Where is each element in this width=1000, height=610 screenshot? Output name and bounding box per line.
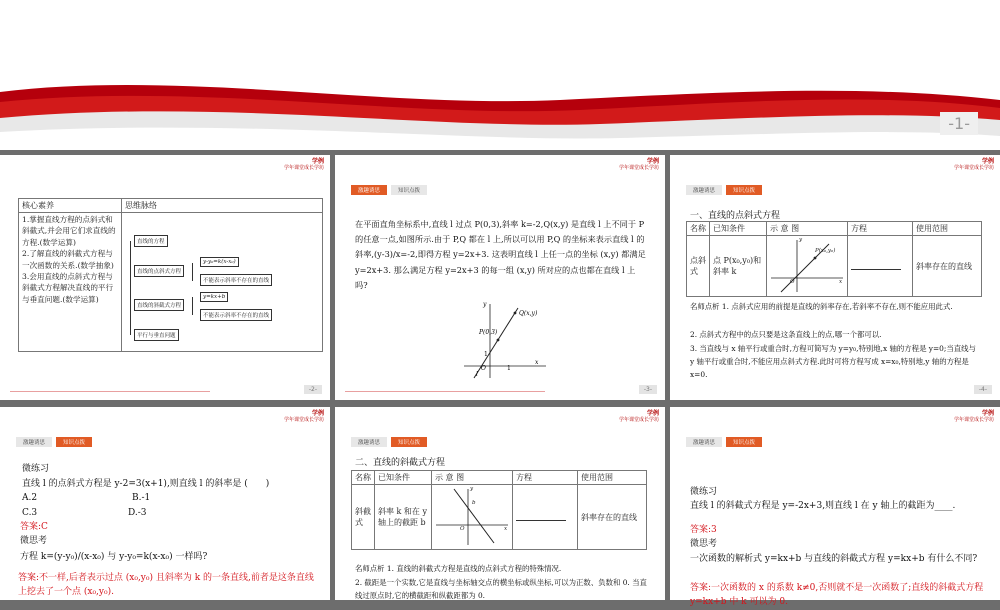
tab-knowledge[interactable]: 知识点拨 <box>56 437 92 447</box>
footer-line <box>345 391 545 392</box>
tab-intro[interactable]: 激趣诱思 <box>686 437 722 447</box>
practice-question: 直线 l 的斜截式方程是 y=-2x+3,则直线 l 在 y 轴上的截距为____. <box>690 501 956 511</box>
slide-practice-1 <box>0 407 330 600</box>
brand-logo: 学例 学年课堂成长学坊 <box>618 410 659 424</box>
map-point-slope: 直线的点斜式方程 <box>134 265 184 277</box>
tab-knowledge[interactable]: 知识点拨 <box>391 185 427 195</box>
practice-answer: 答案:C <box>20 522 48 532</box>
practice-question: 直线 l 的点斜式方程是 y-2=3(x+1),则直线 l 的斜率是 ( ) <box>22 479 270 489</box>
row-equation <box>513 485 578 550</box>
literacy-table <box>18 198 323 352</box>
brand-logo: 学例 学年课堂成长学坊 <box>953 410 994 424</box>
slide-tabs <box>16 437 92 447</box>
practice-label: 微练习 <box>22 464 50 474</box>
tab-intro[interactable]: 激趣诱思 <box>351 185 387 195</box>
slide-tabs <box>686 437 762 447</box>
row-range: 斜率存在的直线 <box>913 236 982 297</box>
map-ps-equation: y-y₀=k(x-x₀) <box>200 257 239 267</box>
teacher-tip-3: 3. 当直线与 x 轴平行或重合时,方程可简写为 y=y₀,特别地,x 轴的方程是 y=0;当直线与 y 轴平行或重合时,不能应用点斜式方程.此时可将方程写成 x=x₀,特别地,y 轴的方程是 x=0. <box>690 344 976 379</box>
teacher-tip-2: 2. 截距是一个实数,它是直线与坐标轴交点的横坐标或纵坐标,可以为正数、负数和 0. 当直线过原点时,它的横截距和纵截距都为 0. <box>355 578 647 600</box>
graph-label-o: O <box>790 279 795 285</box>
think-label: 微思考 <box>20 536 48 546</box>
graph-label-one: 1 <box>507 365 511 372</box>
point-slope-graph <box>767 236 847 296</box>
slide-page-number: -2- <box>304 385 322 394</box>
slide-page-number: -3- <box>639 385 657 394</box>
slide-slope-intercept <box>335 407 665 600</box>
graph-label-p: P(0,3) <box>479 329 498 336</box>
think-label: 微思考 <box>690 539 718 549</box>
teacher-tip-2: 2. 点斜式方程中的点只要是这条直线上的点,哪一个都可以. <box>690 330 882 339</box>
slide-tabs <box>351 185 427 195</box>
map-connector <box>192 263 193 281</box>
col-diagram: 示 意 图 <box>767 222 848 236</box>
graph-label-y: y <box>470 486 474 492</box>
col-diagram: 示 意 图 <box>432 471 513 485</box>
row-name: 点斜式 <box>687 236 710 297</box>
graph-label-b: b <box>472 500 476 506</box>
map-connector <box>130 241 131 335</box>
slide-point-slope <box>670 155 1000 400</box>
graph-label-p: P(x₀,y₀) <box>815 248 836 254</box>
brand-logo: 学例 学年课堂成长学坊 <box>618 158 659 172</box>
intro-text: 在平面直角坐标系中,直线 l 过点 P(0,3),斜率 k=-2,Q(x,y) 是直线 l 上不同于 P 的任意一点,如图所示.由于 P,Q 都在 l 上,所以可以用 P,Q 的坐标来表示直线 l 的斜率,(y-3)/x=-2,即得方程 y=2x+3. 这表明直线 l 上任一点的坐标 (x,y) 都满足 y=2x+3. 那么满足方程 y=2x+3 的每一组 (x,y) 所对应的点也都在直线 l 上吗? <box>355 219 646 290</box>
tab-knowledge[interactable]: 知识点拨 <box>726 185 762 195</box>
tab-knowledge[interactable]: 知识点拨 <box>391 437 427 447</box>
row-diagram <box>432 485 513 550</box>
red-wave-decoration <box>0 0 1000 150</box>
practice-answer: 答案:3 <box>690 525 717 535</box>
option-d: D.-3 <box>128 508 147 518</box>
graph-label-y: y <box>483 301 487 308</box>
map-root: 直线的方程 <box>134 235 168 247</box>
slide-tabs <box>351 437 427 447</box>
map-ps-note: 不能表示斜率不存在的直线 <box>200 274 272 286</box>
graph-label-q: Q(x,y) <box>519 310 538 317</box>
col-map-header: 思维脉络 <box>122 199 323 213</box>
map-connector <box>192 297 193 315</box>
slide-intro <box>335 155 665 400</box>
slide-page-number: -4- <box>974 385 992 394</box>
think-question: 一次函数的解析式 y=kx+b 与直线的斜截式方程 y=kx+b 有什么不同? <box>690 554 978 564</box>
slope-intercept-graph <box>432 485 512 549</box>
row-name: 斜截式 <box>352 485 375 550</box>
think-question: 方程 k=(y-y₀)/(x-x₀) 与 y-y₀=k(x-x₀) 一样吗? <box>20 552 208 562</box>
tab-knowledge[interactable]: 知识点拨 <box>726 437 762 447</box>
map-si-note: 不能表示斜率不存在的直线 <box>200 309 272 321</box>
graph-label-x: x <box>839 279 843 285</box>
col-condition: 已知条件 <box>375 471 432 485</box>
brand-logo: 学例 学年课堂成长学坊 <box>283 158 324 172</box>
point-slope-table <box>686 221 982 297</box>
tab-intro[interactable]: 激趣诱思 <box>686 185 722 195</box>
graph-label-o: O <box>460 526 465 532</box>
slope-intercept-table <box>351 470 647 550</box>
think-answer: 答案:一次函数的 x 的系数 k≠0,否则就不是一次函数了;直线的斜截式方程 y=kx+b 中 k 可以为 0. <box>690 583 984 608</box>
tab-intro[interactable]: 激趣诱思 <box>16 437 52 447</box>
title-banner <box>0 0 1000 150</box>
map-slope-intercept: 直线的斜截式方程 <box>134 299 184 311</box>
slide-core-literacy <box>0 155 330 400</box>
map-parallel: 平行与垂直问题 <box>134 329 179 341</box>
graph-label-l: l <box>476 371 478 378</box>
tab-intro[interactable]: 激趣诱思 <box>351 437 387 447</box>
teacher-tip-1: 名师点析 1. 点斜式应用的前提是直线的斜率存在,若斜率不存在,则不能应用此式. <box>690 302 953 311</box>
row-diagram <box>767 236 848 297</box>
row-range: 斜率存在的直线 <box>578 485 647 550</box>
option-b: B.-1 <box>132 493 151 503</box>
col-literacy-header: 核心素养 <box>19 199 122 213</box>
col-condition: 已知条件 <box>710 222 767 236</box>
col-name: 名称 <box>352 471 375 485</box>
option-a: A.2 <box>22 493 38 503</box>
col-range: 使用范围 <box>913 222 982 236</box>
graph-label-o: O <box>481 365 486 372</box>
col-equation: 方程 <box>513 471 578 485</box>
row-condition: 点 P(x₀,y₀)和斜率 k <box>710 236 767 297</box>
col-range: 使用范围 <box>578 471 647 485</box>
slide-tabs <box>686 185 762 195</box>
col-equation: 方程 <box>848 222 913 236</box>
option-c: C.3 <box>22 508 38 518</box>
practice-label: 微练习 <box>690 487 718 497</box>
graph-label-y1: 1 <box>484 351 488 358</box>
banner-page-number: -1- <box>940 112 978 135</box>
brand-logo: 学例 学年课堂成长学坊 <box>953 158 994 172</box>
literacy-text: 1.掌握直线方程的点斜式和斜截式,并会用它们求直线的方程.(数学运算) 2.了解直线的斜截式方程与一次函数的关系.(数学抽象) 3.会用直线的点斜式方程与斜截式方程解决直线的平行与垂直问题.(数学运算) <box>19 213 122 352</box>
brand-logo: 学例 学年课堂成长学坊 <box>283 410 324 424</box>
col-name: 名称 <box>687 222 710 236</box>
graph-label-x: x <box>535 359 539 366</box>
mind-map-cell <box>122 213 323 352</box>
think-answer: 答案:不一样,后者表示过点 (x₀,y₀) 且斜率为 k 的一条直线,前者是这条直线上挖去了一个点 (x₀,y₀). <box>18 573 314 598</box>
graph-label-y: y <box>799 237 803 243</box>
section-heading: 二、直线的斜截式方程 <box>355 458 446 468</box>
teacher-tip-1: 名师点析 1. 直线的斜截式方程是直线的点斜式方程的特殊情况. <box>355 564 562 573</box>
map-si-equation: y=kx+b <box>200 292 228 302</box>
row-condition: 斜率 k 和在 y 轴上的截距 b <box>375 485 432 550</box>
footer-line <box>10 391 210 392</box>
graph-label-x: x <box>504 526 508 532</box>
slide-practice-2 <box>670 407 1000 608</box>
row-equation <box>848 236 913 297</box>
section-heading: 一、直线的点斜式方程 <box>690 211 781 221</box>
